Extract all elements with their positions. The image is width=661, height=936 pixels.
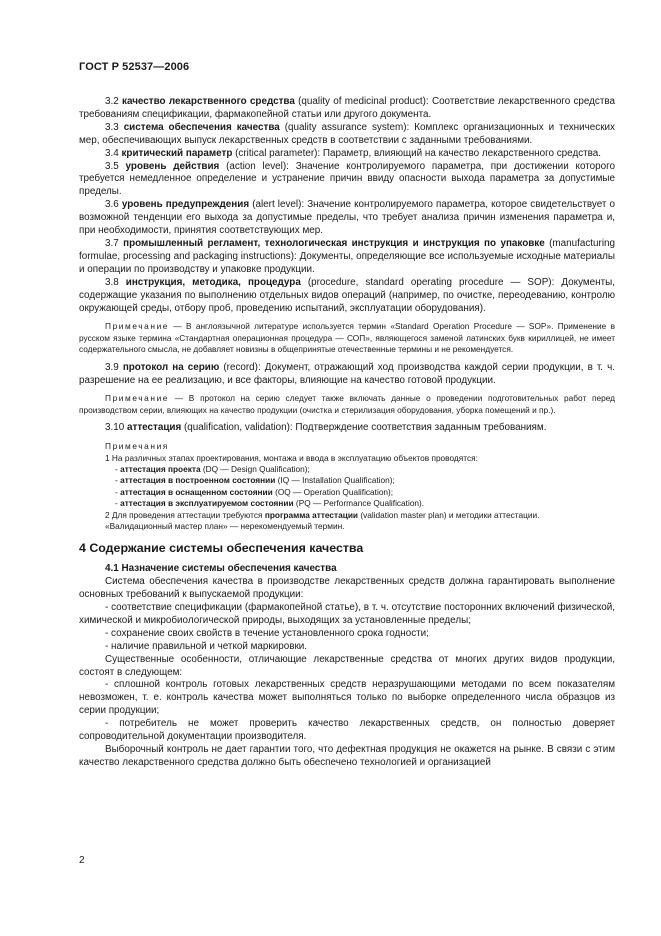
paragraph: Система обеспечения качества в производстве лекарственных средств должна гарантировать выполнение основных требований к выпускаемой продукции: <box>79 576 615 601</box>
term-3-2: 3.2 качество лекарственного средства (quality of medicinal product): Соответствие лекарственного средства требованиям спецификации, фармакопейной статьи или другого документа. <box>79 96 616 120</box>
term-3-7: 3.7 промышленный регламент, технологическая инструкция и инструкция по упаковке (manufacturing formulae, processing and packaging instructions): Документы, определяющие все используемые исходные материалы и операции по производству и упаковке продукции. <box>79 237 616 275</box>
paragraph: Существенные особенности, отличающие лекарственные средства от многих других видов продукции, состоят в следующем: <box>79 653 615 678</box>
document-header: ГОСТ Р 52537—2006 <box>79 61 190 73</box>
note-item: - аттестация проекта (DQ — Design Qualification); <box>115 463 310 474</box>
paragraph: Выборочный контроль не дает гарантии того, что дефектная продукция не окажется на рынке. В связи с этим качество лекарственного средства должно быть обеспечено технологией и организацией <box>79 744 615 768</box>
subsection-4-1-title: 4.1 Назначение системы обеспечения качества <box>105 563 337 575</box>
term-3-8: 3.8 инструкция, методика, процедура (procedure, standard operating procedure — SOP): Документы, содержащие указания по выполнению отдельных видов операций (например, по очистке, переодеванию, контролю окружающей среды, отбору проб, проведению испытаний, эксплуатации оборудования). <box>79 276 615 314</box>
term-3-5: 3.5 уровень действия (action level): Значение контролируемого параметра, при достижении которого требуется немедленное определение и устранение причин ввиду опасности выхода параметра за допустимые пределы. <box>79 160 615 198</box>
page-number: 2 <box>79 855 85 866</box>
note-item: - аттестация в эксплуатируемом состоянии (PQ — Performance Qualification). <box>115 498 425 509</box>
notes-3-10 <box>79 441 615 532</box>
note-1: 1 На различных этапах проектирования, монтажа и ввода в эксплуатацию объектов проводятся: <box>105 452 478 463</box>
term-3-4: 3.4 критический параметр (critical parameter): Параметр, влияющий на качество лекарственного средства. <box>105 147 602 159</box>
document-body <box>79 96 615 770</box>
term-3-9: 3.9 протокол на серию (record): Документ, отражающий ход производства каждой серии продукции, в т. ч. разрешение на ее реализацию, и все факторы, влияющие на качество готовой продукции. <box>79 361 616 386</box>
note-3: «Валидационный мастер план» — нерекомендуемый термин. <box>105 521 345 531</box>
note-item: - аттестация в построенном состоянии (IQ — Installation Qualification); <box>115 475 395 486</box>
list-item: - наличие правильной и четкой маркировки. <box>105 640 308 652</box>
note-item: - аттестация в оснащенном состоянии (OQ — Operation Qualification); <box>115 486 394 497</box>
note-3-9: Примечание — В протокол на серию следует также включать данные о проведении подготовительных работ перед производством серии, влияющих на качество продукции (очистка и стерилизация оборудования, уборка помещений и пр.). <box>79 393 615 415</box>
term-3-6: 3.6 уровень предупреждения (alert level): Значение контролируемого параметра, которое свидетельствует о возможной тенденции его выхода за допустимые пределы, что требует анализа причин изменения параметра и, при необходимости, принятия соответствующих мер. <box>79 199 615 237</box>
list-item: - соответствие спецификации (фармакопейной статье), в т. ч. отсутствие посторонних включений физической, химической и микробиологической природы, выходящих за установленные пределы; <box>79 602 615 626</box>
list-item: - сплошной контроль готовых лекарственных средств неразрушающими методами по всем показателям невозможен, т. е. контроль качества может выполняться только по выборке определенного числа образцов из серии продукции; <box>79 679 615 717</box>
section-4-title: 4 Содержание системы обеспечения качества <box>79 541 364 556</box>
note-2: 2 Для проведения аттестации требуются программа аттестации (validation master plan) и методики аттестации. <box>105 509 540 520</box>
term-3-3: 3.3 система обеспечения качества (quality assurance system): Комплекс организационных и технических мер, обеспечивающих выпуск лекарственных средств в соответствии с заданными требованиями. <box>79 121 615 146</box>
list-item: - потребитель не может проверить качество лекарственных средств, он полностью доверяет сопроводительной документации производителя. <box>79 718 615 743</box>
note-3-8: Примечание — В англоязычной литературе используется термин «Standard Operation Procedure — SOP». Применение в русском языке термина «Стандартная операционная процедура — СОП», являющегося заменой латинских букв кириллицей, не имеет содержательного смысла, не добавляет новизны в общепринятые отечественные термины и не рекомендуется. <box>79 321 615 355</box>
list-item: - сохранение своих свойств в течение установленного срока годности; <box>105 627 429 639</box>
term-3-10: 3.10 аттестация (qualification, validation): Подтверждение соответствия заданным требованиям. <box>105 422 547 434</box>
notes-label: Примечания <box>105 441 169 452</box>
